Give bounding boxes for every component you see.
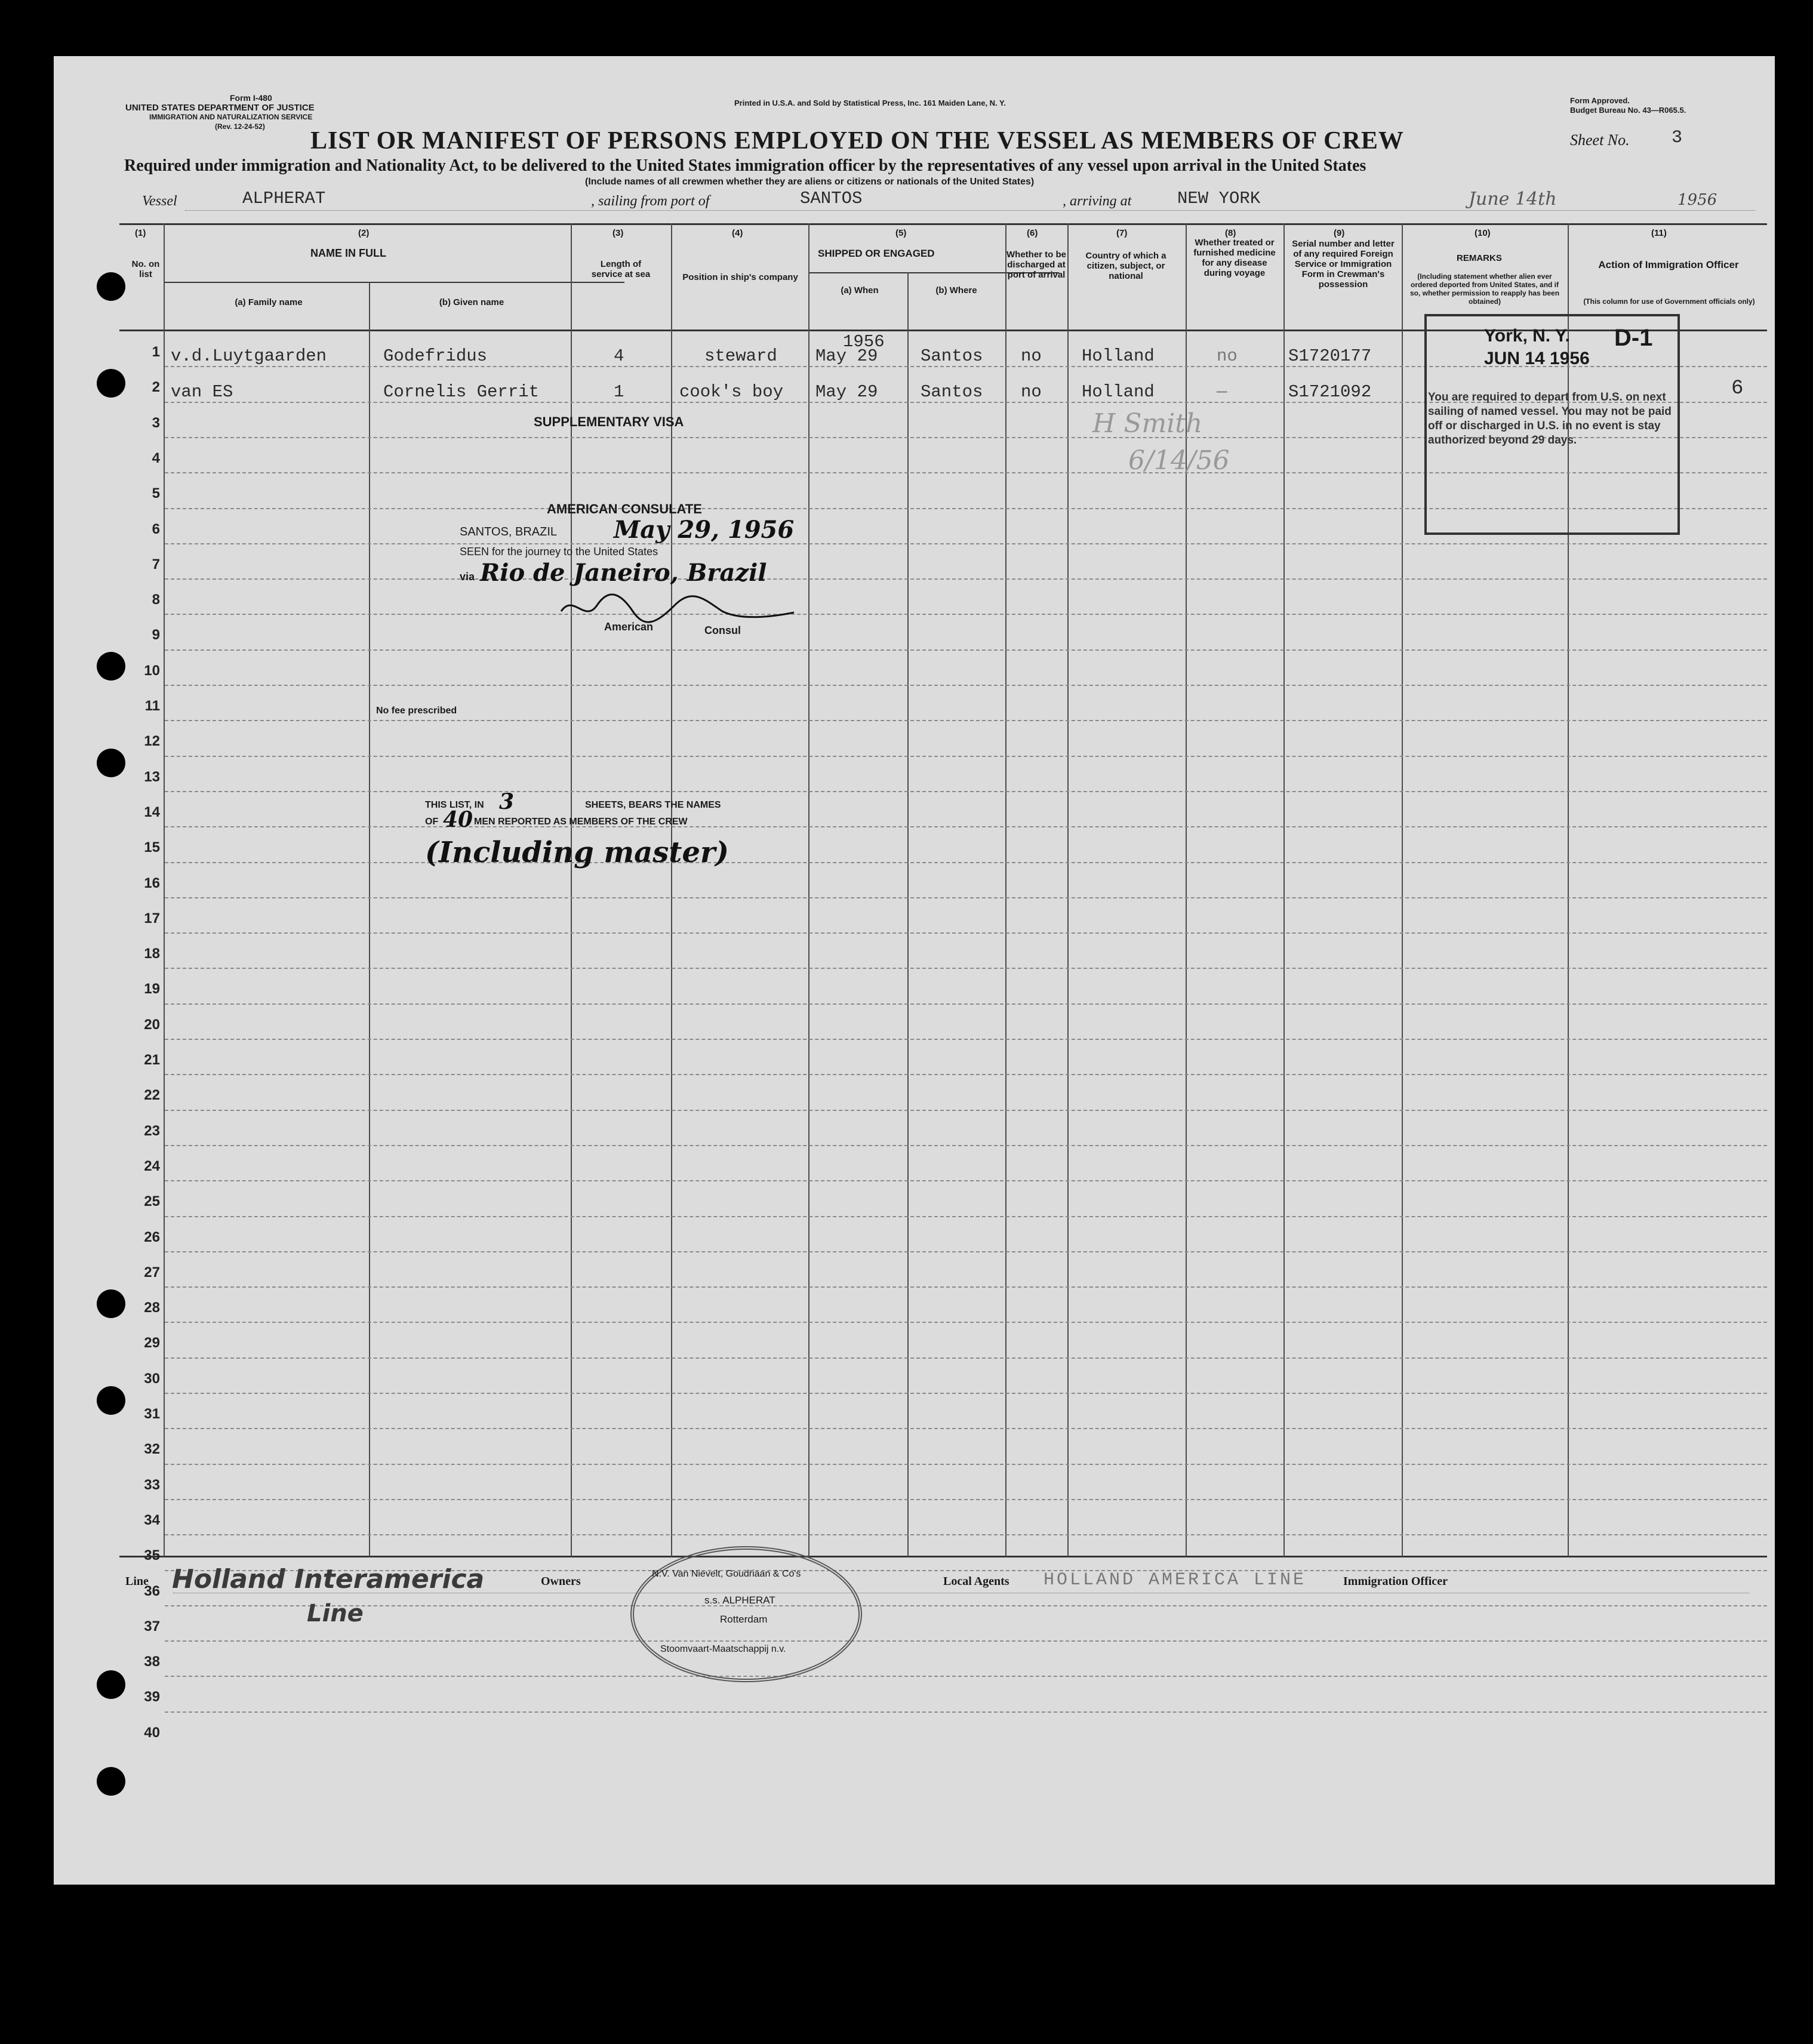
row2-service: 1	[614, 382, 624, 402]
punch-hole	[97, 1670, 125, 1699]
ny-stamp-date: JUN 14 1956	[1484, 349, 1590, 368]
row-number: 22	[144, 1087, 160, 1104]
row-divider	[165, 1711, 1767, 1713]
punch-hole	[97, 272, 125, 301]
row-divider	[165, 1180, 1767, 1181]
row-number: 27	[144, 1264, 160, 1280]
footer-agents-label: Local Agents	[943, 1575, 1009, 1588]
page-subnote: (Include names of all crewmen whether they are aliens or citizens or nationals of the United States)	[585, 177, 1035, 187]
row-divider	[165, 756, 1767, 757]
row1-where: Santos	[921, 346, 983, 366]
row1-country: Holland	[1082, 346, 1155, 366]
row-number: 36	[144, 1583, 160, 1599]
row-number: 2	[152, 379, 160, 396]
row-number: 33	[144, 1476, 160, 1493]
row-divider	[165, 1003, 1767, 1005]
row-number: 11	[144, 698, 160, 714]
row2-position: cook's boy	[679, 382, 784, 402]
col9-number: (9)	[1334, 228, 1345, 238]
row-divider	[165, 1357, 1767, 1359]
list-count-b: SHEETS, BEARS THE NAMES	[585, 800, 721, 810]
col7-number: (7)	[1116, 228, 1128, 238]
supplementary-visa-stamp: SUPPLEMENTARY VISA	[534, 414, 684, 429]
list-count-a: THIS LIST, IN	[425, 800, 484, 810]
row-number: 4	[152, 450, 160, 466]
row-divider	[165, 932, 1767, 934]
table-bottom-rule	[119, 1556, 1767, 1557]
row-number: 29	[144, 1335, 160, 1352]
col7-header: Country of which a citizen, subject, or national	[1085, 251, 1166, 281]
row2-where: Santos	[921, 382, 983, 402]
row-divider	[165, 649, 1767, 651]
form-approved: Form Approved.	[1570, 96, 1630, 105]
list-count-d: MEN REPORTED AS MEMBERS OF THE CREW	[474, 817, 688, 827]
officer-initials: H Smith	[1092, 408, 1203, 439]
row1-family: v.d.Luytgaarden	[171, 346, 327, 366]
row-number: 20	[144, 1016, 160, 1033]
row-divider	[165, 1074, 1767, 1075]
row-divider	[165, 1464, 1767, 1465]
row-number: 8	[152, 592, 160, 608]
row2-discharged: no	[1021, 382, 1042, 402]
footer-line-label: Line	[125, 1575, 149, 1588]
row-divider	[165, 1039, 1767, 1040]
vessel-label: Vessel	[142, 193, 177, 209]
row-number: 26	[144, 1229, 160, 1245]
col5-header: SHIPPED OR ENGAGED	[818, 248, 935, 259]
consulate-date: May 29, 1956	[614, 516, 795, 544]
row-divider	[165, 578, 1767, 580]
printer-note: Printed in U.S.A. and Sold by Statistical Press, Inc. 161 Maiden Lane, N. Y.	[734, 98, 1006, 107]
row-number: 3	[152, 414, 160, 431]
punch-hole	[97, 1767, 125, 1796]
row-divider	[165, 897, 1767, 898]
list-count-men: 40	[443, 807, 473, 832]
row-number: 39	[144, 1689, 160, 1706]
col3-number: (3)	[612, 228, 624, 238]
manifest-page	[54, 56, 1775, 1885]
row-divider	[165, 1499, 1767, 1500]
punch-hole	[97, 1386, 125, 1415]
col11-note: (This column for use of Government officials only)	[1583, 297, 1755, 306]
row-number: 12	[144, 733, 160, 750]
arrival-date: June 14th	[1469, 189, 1557, 210]
punch-hole	[97, 652, 125, 681]
row-divider	[165, 1251, 1767, 1252]
col10-number: (10)	[1475, 228, 1491, 238]
sailing-label: , sailing from port of	[591, 193, 710, 209]
col2-number: (2)	[358, 228, 370, 238]
footer-immigration-label: Immigration Officer	[1343, 1575, 1448, 1588]
including-master: (Including master)	[425, 836, 729, 869]
col5-number: (5)	[895, 228, 907, 238]
list-count-c: OF	[425, 817, 439, 827]
margin-mark: 6	[1731, 377, 1744, 400]
table-top-rule	[119, 223, 1767, 225]
row2-serial: S1721092	[1288, 382, 1372, 402]
col8-number: (8)	[1225, 228, 1236, 238]
punch-hole	[97, 1289, 125, 1318]
row-number: 7	[152, 556, 160, 572]
row2-given: Cornelis Gerrit	[383, 382, 540, 402]
row-divider	[165, 720, 1767, 721]
row1-given: Godefridus	[383, 346, 488, 366]
row-number: 34	[144, 1512, 160, 1528]
row1-year: 1956	[843, 332, 885, 352]
row-divider	[165, 1534, 1767, 1535]
row-divider	[165, 543, 1767, 544]
row1-service: 4	[614, 346, 624, 366]
col5b-header: (b) Where	[935, 285, 977, 295]
agents-value: HOLLAND AMERICA LINE	[1044, 1570, 1307, 1590]
row-divider	[165, 685, 1767, 686]
consul-signature	[555, 587, 806, 629]
vessel-name: ALPHERAT	[242, 189, 326, 208]
form-number: Form I-480	[230, 93, 272, 103]
col2-header: NAME IN FULL	[310, 247, 386, 259]
row-number: 16	[144, 875, 160, 891]
row2-family: van ES	[171, 382, 233, 402]
line-stamp-1: Holland Interamerica	[172, 1564, 485, 1594]
row-divider	[165, 1216, 1767, 1217]
row1-serial: S1720177	[1288, 346, 1372, 366]
service-name: IMMIGRATION AND NATURALIZATION SERVICE	[149, 113, 313, 121]
row-divider	[165, 1286, 1767, 1288]
sheet-label: Sheet No.	[1570, 131, 1630, 149]
row-number: 19	[144, 981, 160, 998]
row-divider	[165, 614, 1767, 615]
col1-header: No. on list	[131, 259, 160, 279]
row-number: 35	[144, 1547, 160, 1564]
ny-stamp-code: D-1	[1614, 325, 1653, 351]
row-number: 38	[144, 1654, 160, 1670]
seal-line-4: Stoomvaart-Maatschappij n.v.	[660, 1644, 786, 1654]
row-divider	[165, 1393, 1767, 1394]
consul-label: Consul	[704, 624, 741, 636]
col11-number: (11)	[1651, 228, 1667, 238]
row-divider	[165, 968, 1767, 969]
voyage-underline	[185, 210, 1755, 211]
col6-header: Whether to be discharged at port of arrival	[1006, 250, 1066, 280]
col2b-header: (b) Given name	[439, 297, 504, 307]
row-number: 23	[144, 1122, 160, 1139]
row2-when: May 29	[815, 382, 878, 402]
officer-initials-date: 6/14/56	[1128, 445, 1230, 476]
row-number: 40	[144, 1724, 160, 1741]
punch-hole	[97, 369, 125, 398]
col6-number: (6)	[1027, 228, 1038, 238]
row-divider	[165, 1676, 1767, 1677]
arriving-label: , arriving at	[1063, 193, 1132, 209]
row-divider	[165, 862, 1767, 863]
row-number: 32	[144, 1441, 160, 1458]
consulate-stamp: AMERICAN CONSULATE	[547, 501, 702, 516]
no-fee-stamp: No fee prescribed	[376, 706, 457, 716]
row-number: 5	[152, 485, 160, 502]
row-number: 30	[144, 1370, 160, 1387]
sheet-value: 3	[1672, 128, 1683, 148]
col10-header: REMARKS	[1457, 253, 1502, 263]
row2-country: Holland	[1082, 382, 1155, 402]
col10-note: (Including statement whether alien ever ordered deported from United States, and if so, whether permission to reapply has been obtained)	[1409, 272, 1560, 306]
row-divider	[165, 1110, 1767, 1111]
row-number: 21	[144, 1052, 160, 1068]
col11-header: Action of Immigration Officer	[1598, 259, 1739, 270]
row-number: 37	[144, 1618, 160, 1634]
page-title: LIST OR MANIFEST OF PERSONS EMPLOYED ON THE VESSEL AS MEMBERS OF CREW	[310, 127, 1404, 155]
col5a-header: (a) When	[841, 285, 879, 295]
page-subtitle: Required under immigration and Nationality Act, to be delivered to the United States immigration officer by the representatives of any vessel upon arrival in the United States	[124, 156, 1366, 175]
seen-for-journey: SEEN for the journey to the United States	[460, 546, 658, 558]
via-route: Rio de Janeiro, Brazil	[480, 559, 767, 587]
port-from: SANTOS	[800, 189, 863, 208]
row-divider	[165, 1428, 1767, 1429]
row-number: 17	[144, 910, 160, 926]
budget-bureau: Budget Bureau No. 43—R065.5.	[1570, 106, 1686, 115]
col8-header: Whether treated or furnished medicine for any disease during voyage	[1193, 238, 1276, 278]
row-divider	[165, 826, 1767, 827]
col3-header: Length of service at sea	[591, 259, 651, 279]
row-number: 6	[152, 521, 160, 537]
row1-medicine: no	[1217, 346, 1238, 366]
col2a-header: (a) Family name	[235, 297, 303, 307]
american-label: American	[604, 621, 654, 633]
row-number: 9	[152, 627, 160, 644]
row-number: 13	[144, 768, 160, 785]
row-divider	[165, 1640, 1767, 1642]
row2-medicine: —	[1217, 382, 1227, 402]
row1-position: steward	[704, 346, 777, 366]
footer-owners-label: Owners	[541, 1575, 581, 1588]
form-revision: (Rev. 12-24-52)	[215, 122, 265, 131]
seal-line-3: Rotterdam	[720, 1614, 768, 1625]
row-divider	[165, 791, 1767, 792]
list-count-sheets: 3	[499, 789, 515, 814]
row-divider	[165, 1322, 1767, 1323]
row-number: 15	[144, 839, 160, 856]
row1-when: May 29	[815, 346, 878, 366]
ny-stamp-text: You are required to depart from U.S. on next sailing of named vessel. You may not be paid off or discharged in U.S. in no event is stay authorized beyond 29 days.	[1428, 391, 1672, 447]
via-label: via	[460, 571, 475, 583]
arrival-year: 1956	[1677, 191, 1717, 209]
col1-number: (1)	[135, 228, 146, 238]
name-split-rule	[165, 282, 624, 283]
department-name: UNITED STATES DEPARTMENT OF JUSTICE	[125, 103, 315, 113]
row-number: 24	[144, 1158, 160, 1174]
row-number: 10	[144, 662, 160, 679]
port-to: NEW YORK	[1177, 189, 1261, 208]
row-divider	[165, 1605, 1767, 1606]
seal-line-2: s.s. ALPHERAT	[704, 1594, 775, 1606]
row-number: 14	[144, 804, 160, 820]
col-line	[907, 272, 909, 1557]
punch-hole	[97, 749, 125, 777]
consulate-city: SANTOS, BRAZIL	[460, 525, 558, 538]
seal-line-1: N.V. Van Nievelt, Goudriaan & Co's	[652, 1569, 801, 1579]
row-number: 1	[152, 344, 160, 360]
ny-stamp-city: York, N. Y.	[1484, 326, 1570, 346]
col4-header: Position in ship's company	[682, 272, 798, 282]
col4-number: (4)	[732, 228, 743, 238]
row1-discharged: no	[1021, 346, 1042, 366]
row-number: 25	[144, 1193, 160, 1210]
col9-header: Serial number and letter of any required Foreign Service or Immigration Form in Crewman's possession	[1292, 239, 1395, 290]
row-number: 28	[144, 1300, 160, 1316]
row-number: 18	[144, 946, 160, 962]
line-stamp-2: Line	[307, 1600, 364, 1627]
row-divider	[165, 1145, 1767, 1146]
row-number: 31	[144, 1406, 160, 1422]
